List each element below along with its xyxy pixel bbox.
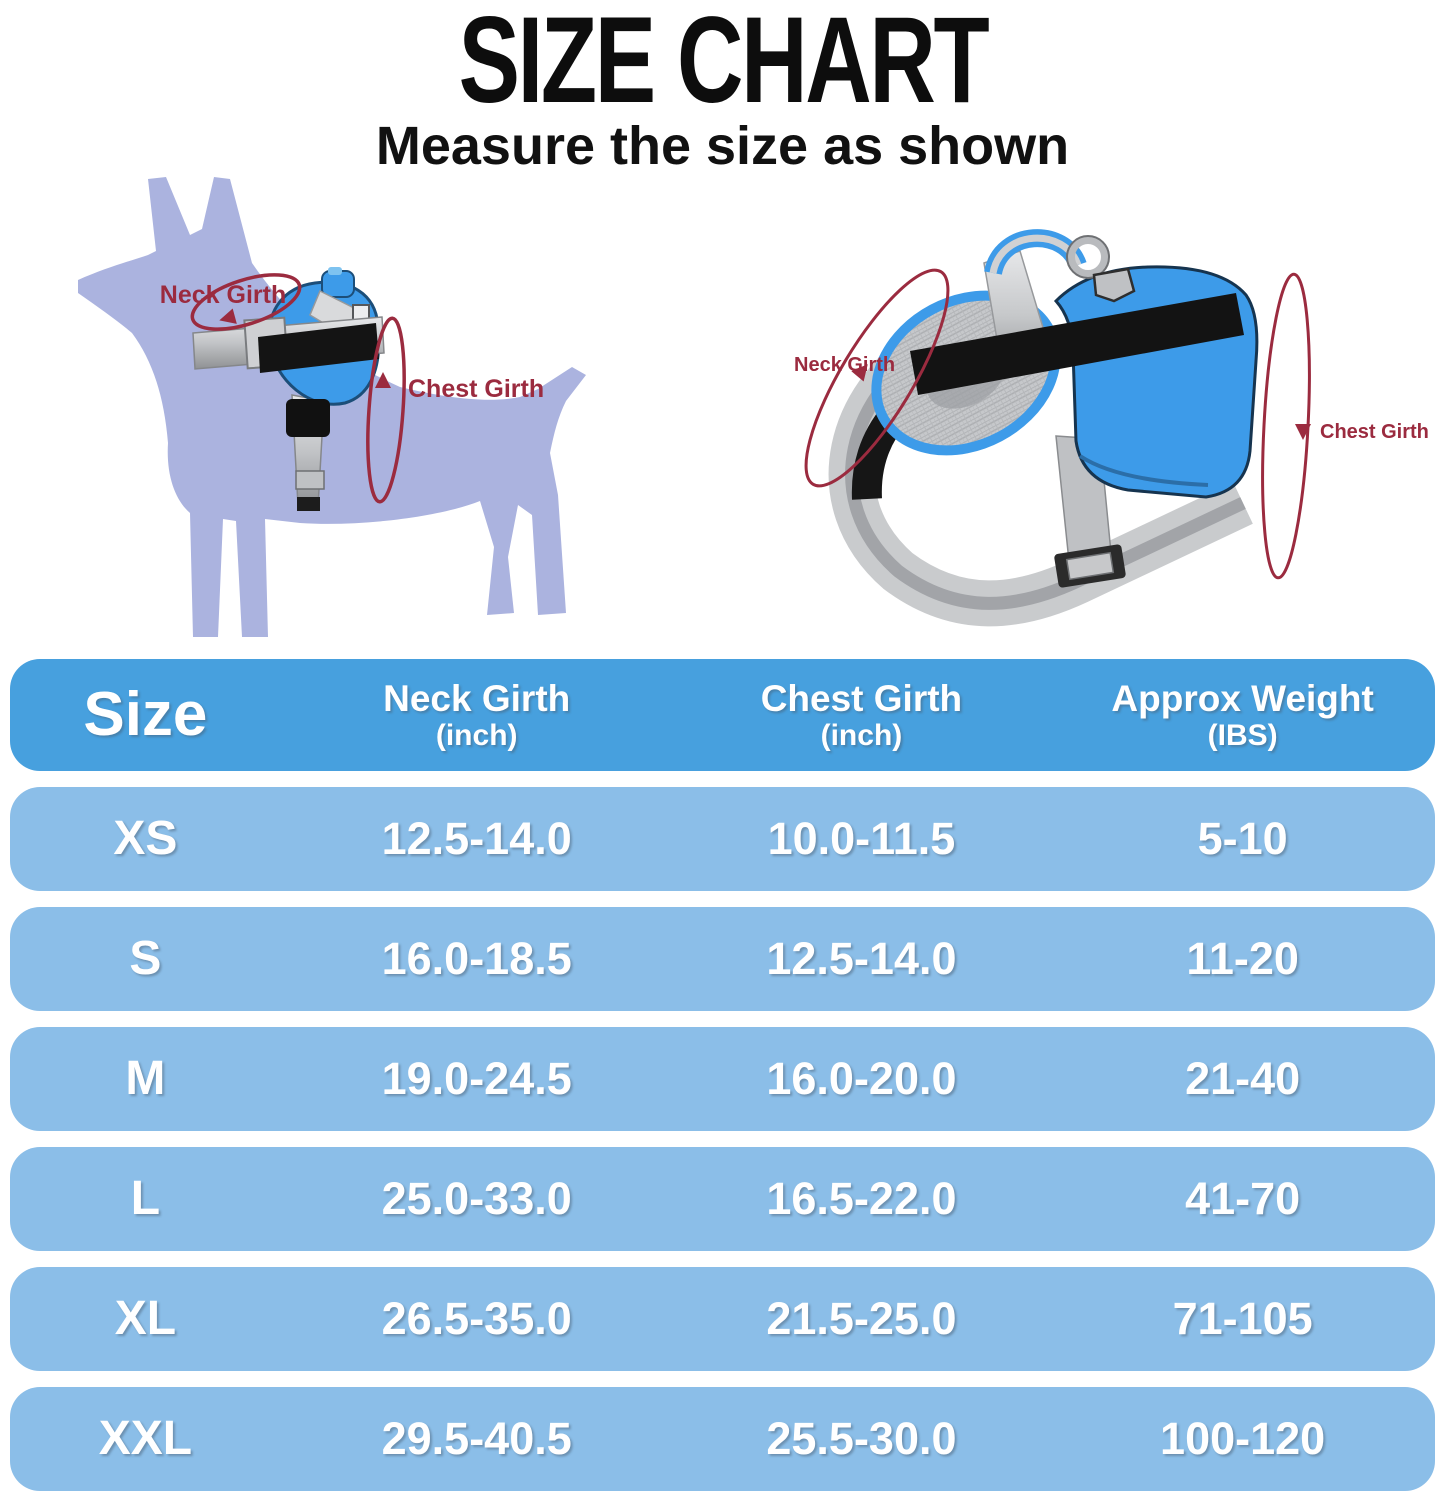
belly-strap-tip <box>297 497 320 511</box>
table-row <box>10 1267 1435 1371</box>
neck-girth-value: 25.0-33.0 <box>381 1172 572 1224</box>
column-header-neck: Neck Girth (inch) <box>383 678 571 752</box>
neck-girth-label: Neck Girth <box>159 280 287 309</box>
table-header-row <box>10 659 1435 771</box>
weight-value: 41-70 <box>1185 1172 1301 1224</box>
column-header-weight: Approx Weight (IBS) <box>1111 678 1374 752</box>
column-header-chest: Chest Girth (inch) <box>760 678 963 752</box>
weight-value: 5-10 <box>1197 812 1288 864</box>
chest-girth-label: Chest Girth <box>408 374 545 403</box>
weight-value: 11-20 <box>1186 932 1299 984</box>
column-header-size: Size <box>83 680 208 750</box>
neck-girth-value: 12.5-14.0 <box>381 812 572 864</box>
size-value: XXL <box>98 1412 193 1466</box>
table-row <box>10 787 1435 891</box>
neck-girth-value: 19.0-24.5 <box>381 1052 572 1104</box>
harness-handle-tip <box>328 267 342 275</box>
dog-body-shape <box>78 177 586 637</box>
belly-strap-slider <box>296 471 324 489</box>
page-title: SIZE CHART <box>458 0 987 129</box>
size-chart-table <box>10 659 1435 1491</box>
chest-girth-value: 25.5-30.0 <box>766 1412 957 1464</box>
table-row <box>10 1027 1435 1131</box>
table-row <box>10 1387 1435 1491</box>
chest-girth-value: 10.0-11.5 <box>767 812 956 864</box>
dog-silhouette-illustration <box>60 175 660 655</box>
neck-girth-label: Neck Girth <box>794 353 896 376</box>
header-section <box>0 0 1445 176</box>
neck-girth-value: 16.0-18.5 <box>381 932 572 984</box>
size-value: XS <box>113 812 178 866</box>
size-value: L <box>130 1172 161 1226</box>
belly-buckle <box>286 399 330 437</box>
neck-girth-value: 26.5-35.0 <box>381 1292 572 1344</box>
size-value: S <box>129 932 162 986</box>
table-row <box>10 907 1435 1011</box>
weight-value: 21-40 <box>1185 1052 1301 1104</box>
size-value: M <box>125 1052 166 1106</box>
measurement-diagrams <box>0 173 1445 659</box>
neck-girth-value: 29.5-40.5 <box>381 1412 572 1464</box>
harness-product-illustration <box>788 201 1443 661</box>
chest-girth-value: 12.5-14.0 <box>766 932 957 984</box>
weight-value: 100-120 <box>1160 1412 1326 1464</box>
chest-girth-value: 21.5-25.0 <box>766 1292 957 1344</box>
chest-girth-value: 16.5-22.0 <box>766 1172 957 1224</box>
table-row <box>10 1147 1435 1251</box>
weight-value: 71-105 <box>1172 1292 1313 1344</box>
page-subtitle: Measure the size as shown <box>375 115 1070 176</box>
chest-girth-value: 16.0-20.0 <box>766 1052 957 1104</box>
chest-girth-label: Chest Girth <box>1320 420 1429 443</box>
size-value: XL <box>114 1292 177 1346</box>
